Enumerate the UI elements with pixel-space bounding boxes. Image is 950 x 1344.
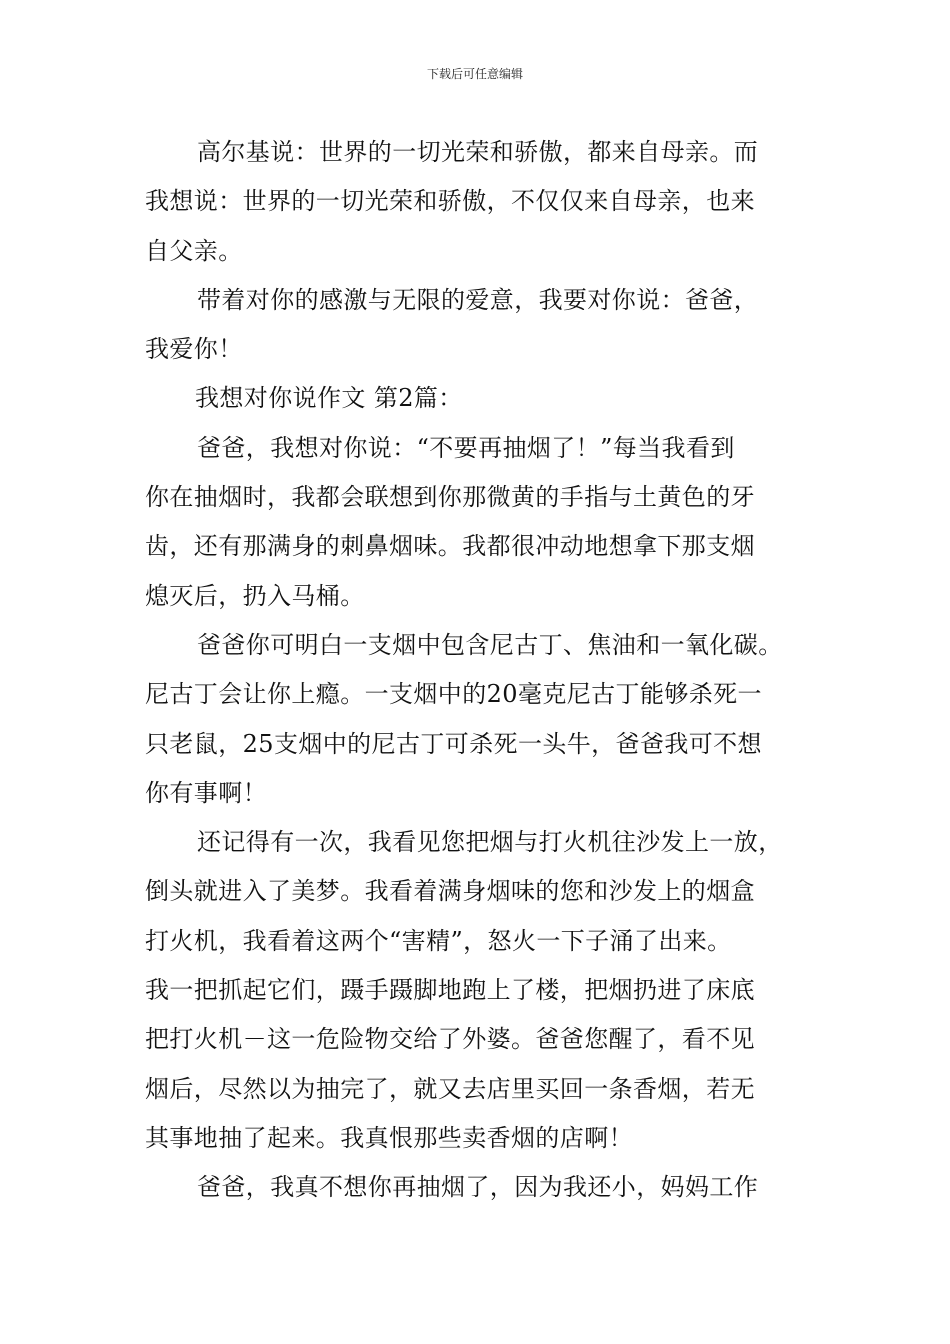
text-line: 烟后，尽然以为抽完了，就又去店里买回一条香烟，若无 bbox=[145, 1074, 755, 1103]
text-line: 尼古丁会让你上瘾。一支烟中的20毫克尼古丁能够杀死一 bbox=[145, 680, 762, 709]
text-line: 把打火机－这一危险物交给了外婆。爸爸您醒了，看不见 bbox=[145, 1025, 755, 1054]
text-line: 我一把抓起它们，蹑手蹑脚地跑上了楼，把烟扔进了床底 bbox=[145, 976, 755, 1005]
text-line: 熄灭后，扔入马桶。 bbox=[145, 581, 365, 610]
text-line: 爸爸你可明白一支烟中包含尼古丁、焦油和一氧化碳。 bbox=[197, 630, 783, 659]
text-line: 你有事啊！ bbox=[145, 778, 267, 807]
text-line: 齿，还有那满身的刺鼻烟味。我都很冲动地想拿下那支烟 bbox=[145, 532, 755, 561]
section-heading: 我想对你说作文 第2篇： bbox=[195, 384, 463, 413]
text-line: 你在抽烟时，我都会联想到你那微黄的手指与土黄色的牙 bbox=[145, 483, 755, 512]
text-line: 高尔基说：世界的一切光荣和骄傲，都来自母亲。而 bbox=[197, 138, 759, 166]
text-line: 我爱你！ bbox=[145, 335, 243, 364]
page-header: 下载后可任意编辑 bbox=[426, 67, 523, 81]
text-line: 倒头就进入了美梦。我看着满身烟味的您和沙发上的烟盒 bbox=[145, 877, 755, 906]
text-line: 爸爸，我真不想你再抽烟了，因为我还小，妈妈工作 bbox=[197, 1173, 759, 1202]
text-line: 还记得有一次，我看见您把烟与打火机往沙发上一放， bbox=[197, 828, 783, 857]
text-line: 我想说：世界的一切光荣和骄傲，不仅仅来自母亲，也来 bbox=[145, 187, 755, 216]
text-line: 自父亲。 bbox=[145, 236, 243, 265]
text-line: 只老鼠，25支烟中的尼古丁可杀死一头牛，爸爸我可不想 bbox=[145, 729, 762, 758]
document-body bbox=[145, 128, 835, 1213]
text-line: 爸爸，我想对你说：“不要再抽烟了！”每当我看到 bbox=[197, 433, 735, 462]
text-line: 打火机，我看着这两个“害精”，怒火一下子涌了出来。 bbox=[145, 926, 732, 955]
text-line: 带着对你的感激与无限的爱意，我要对你说：爸爸， bbox=[197, 285, 759, 314]
text-line: 其事地抽了起来。我真恨那些卖香烟的店啊！ bbox=[145, 1123, 633, 1152]
